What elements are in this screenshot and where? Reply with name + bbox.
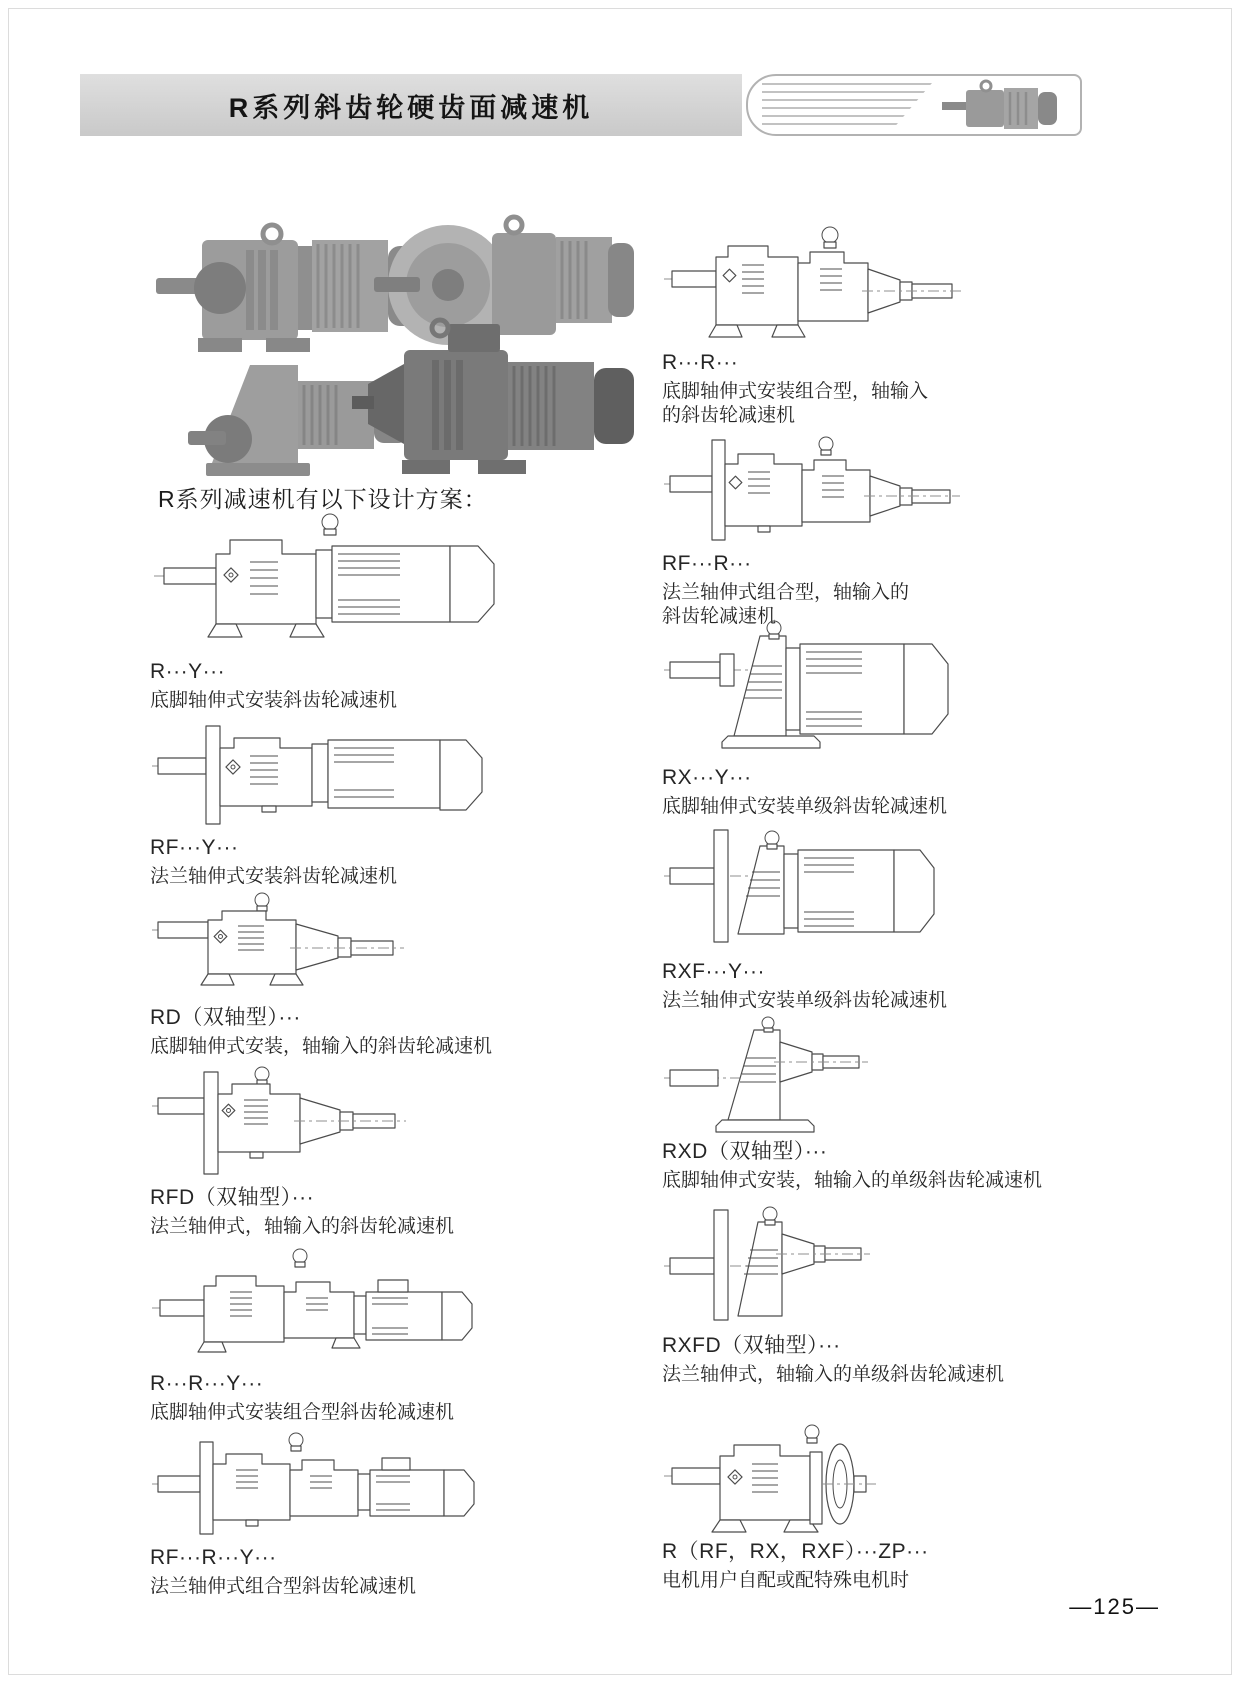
rxfd-diagram	[662, 1198, 1152, 1330]
model-code: R···R···Y···	[150, 1372, 264, 1395]
rf-y-diagram	[150, 718, 590, 832]
rfd-diagram	[150, 1064, 590, 1182]
figure-rfd	[150, 1064, 620, 1239]
model-description: 底脚轴伸式安装组合型，轴输入的斜齿轮减速机	[662, 381, 929, 426]
banner-gearmotor-photo	[934, 78, 1074, 136]
figure-r-r-y	[150, 1246, 620, 1425]
model-description: 底脚轴伸式安装斜齿轮减速机	[150, 690, 398, 711]
figure-r-r	[662, 213, 1162, 428]
r-r-y-diagram	[150, 1246, 610, 1368]
model-code: RFD（双轴型）···	[150, 1186, 315, 1209]
figure-rx-y	[662, 612, 1162, 819]
banner-decoration	[746, 74, 1082, 136]
model-code: RF···R···	[662, 552, 752, 575]
r-r-diagram	[662, 213, 1132, 347]
model-description: 法兰轴伸式安装单级斜齿轮减速机	[662, 990, 948, 1011]
model-code: RD（双轴型）···	[150, 1006, 301, 1029]
rf-r-y-diagram	[150, 1432, 610, 1542]
r-zp-diagram	[662, 1422, 1152, 1536]
rx-y-diagram	[662, 612, 1152, 762]
model-code: RXF···Y···	[662, 960, 765, 983]
rf-r-diagram	[662, 432, 1132, 548]
model-code: R···Y···	[150, 660, 226, 683]
figure-r-y	[150, 506, 620, 713]
page-title: R系列斜齿轮硬齿面减速机	[80, 74, 742, 136]
model-description: 法兰轴伸式组合型斜齿轮减速机	[150, 1576, 417, 1597]
model-description: 法兰轴伸式安装斜齿轮减速机	[150, 866, 398, 887]
banner-stripes	[762, 83, 932, 127]
figure-rxd	[662, 1014, 1182, 1193]
model-code: R（RF，RX，RXF）···ZP···	[662, 1540, 929, 1563]
figure-rf-r	[662, 432, 1162, 629]
model-description: 底脚轴伸式安装，轴输入的斜齿轮减速机	[150, 1036, 493, 1057]
figure-rxf-y	[662, 824, 1162, 1013]
figure-rf-y	[150, 718, 620, 889]
model-description: 电机用户自配或配特殊电机时	[662, 1570, 910, 1591]
r-y-diagram	[150, 506, 590, 656]
model-code: RX···Y···	[662, 766, 752, 789]
figure-rd	[150, 890, 620, 1059]
rxd-diagram	[662, 1014, 1152, 1136]
page-number: —125—	[1069, 1594, 1160, 1619]
model-code: RXD（双轴型）···	[662, 1140, 828, 1163]
model-description: 法兰轴伸式，轴输入的斜齿轮减速机	[150, 1216, 455, 1237]
model-code: R···R···	[662, 351, 739, 374]
model-code: RF···Y···	[150, 836, 239, 859]
figure-rxfd	[662, 1198, 1182, 1387]
model-code: RF···R···Y···	[150, 1546, 277, 1569]
model-description: 法兰轴伸式，轴输入的单级斜齿轮减速机	[662, 1364, 1005, 1385]
figure-r-zp	[662, 1422, 1182, 1593]
model-description: 底脚轴伸式安装组合型斜齿轮减速机	[150, 1402, 455, 1423]
model-description: 底脚轴伸式安装，轴输入的单级斜齿轮减速机	[662, 1170, 1043, 1191]
rxf-y-diagram	[662, 824, 1152, 956]
figure-rf-r-y	[150, 1432, 620, 1599]
rd-diagram	[150, 890, 590, 1002]
section-heading: R系列减速机有以下设计方案：	[158, 486, 488, 512]
model-description: 法兰轴伸式组合型，轴输入的斜齿轮减速机	[662, 582, 910, 627]
product-photo-combined-gearmotor	[352, 312, 642, 482]
header-banner	[80, 74, 1082, 136]
model-code: RXFD（双轴型）···	[662, 1334, 841, 1357]
model-description: 底脚轴伸式安装单级斜齿轮减速机	[662, 796, 948, 817]
